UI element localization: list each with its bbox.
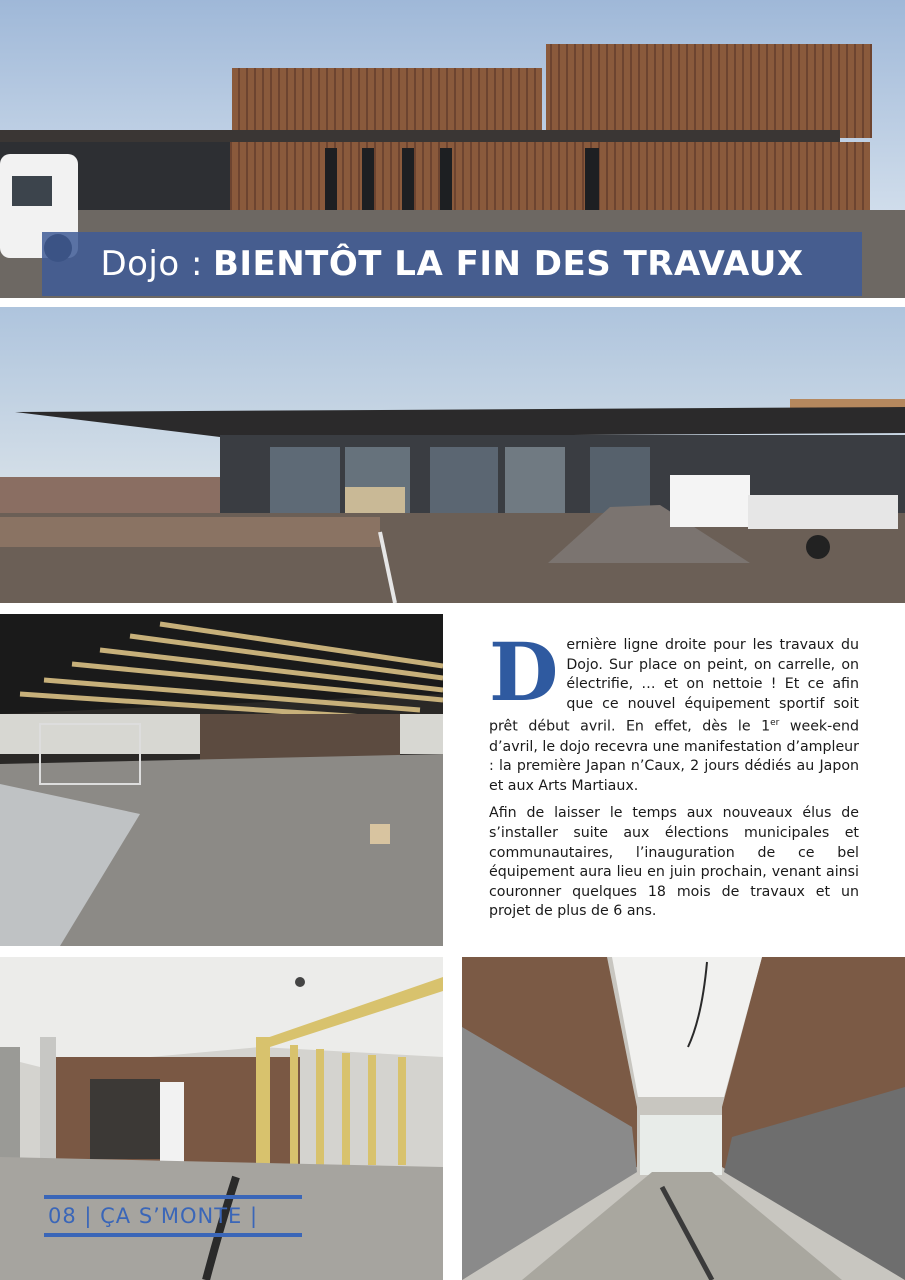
paragraph-1-text-start: ernière ligne droite pour les travaux du Dojo. Sur place on peint, on carrelle, on électrifie, … et on nettoie ! Et ce afin que ce nouvel équipement sportif soit prêt début avril. En effet, dès le 1: [489, 637, 859, 736]
paragraph-1-text-end: week-end d’avril, le dojo recevra une manifestation d’ampleur : la première Japan n’Caux, 2 jours dédiés au Japon et aux Arts Martiaux.: [489, 719, 859, 794]
article-paragraph-2: Afin de laisser le temps aux nouveaux élus de s’installer suite aux élections municipales et communautaires, l’inauguration de ce bel équipement aura lieu en juin prochain, venant ainsi couronner quelques 18 mois de travaux et un projet de plus de 6 ans.: [489, 805, 859, 920]
drop-cap: D: [489, 625, 559, 719]
footer-rule-top: [44, 1195, 302, 1199]
page-footer-label: [44, 1195, 302, 1240]
headline-prefix: Dojo :: [100, 244, 203, 284]
footer-rule-bottom: [44, 1233, 302, 1237]
photo-dojo-corridor: [462, 957, 905, 1280]
headline-title: BIENTÔT LA FIN DES TRAVAUX: [212, 244, 804, 284]
photo-dojo-exterior-wide: [0, 307, 905, 603]
article-body: [489, 625, 859, 930]
ordinal-suffix: er: [770, 718, 780, 729]
photo-dojo-interior-hall: [0, 614, 443, 946]
headline-banner: [42, 232, 862, 296]
article-paragraph-1: [489, 625, 859, 796]
footer-page-section: 08 | ÇA S’MONTE |: [48, 1204, 259, 1228]
